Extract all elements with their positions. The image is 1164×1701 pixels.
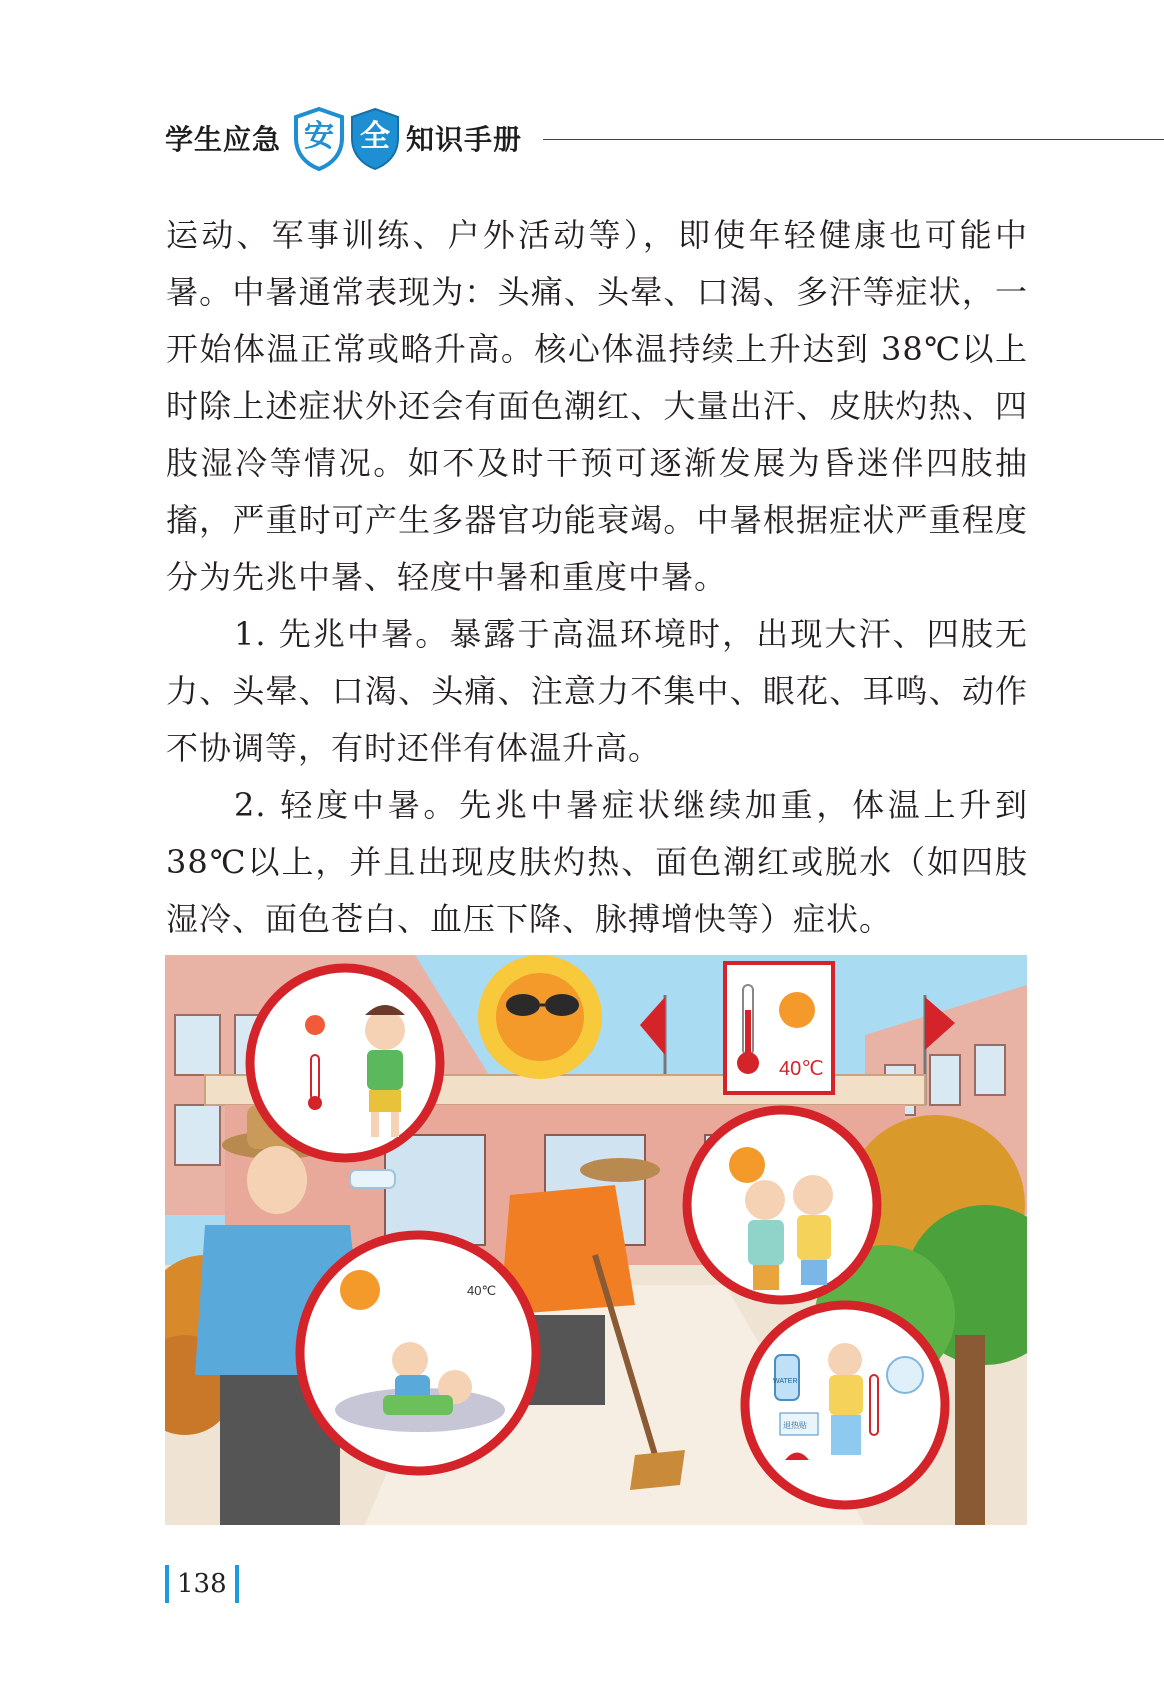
- page-number-text: 138: [177, 1569, 227, 1599]
- body-text: [166, 207, 1028, 948]
- svg-text:WATER: WATER: [773, 1378, 798, 1385]
- shield-logo-2: [348, 106, 402, 172]
- mild-heatstroke-paragraph: 2. 轻度中暑。先兆中暑症状继续加重，体温上升到38℃以上，并且出现皮肤灼热、面色潮红或脱水（如四肢湿冷、面色苍白、血压下降、脉搏增快等）症状。: [166, 786, 1028, 938]
- svg-text:退热贴: 退热贴: [783, 1421, 807, 1430]
- symptom-circle-collapse: [300, 1235, 536, 1471]
- page-header: [0, 0, 1164, 200]
- page-number: [165, 1562, 239, 1606]
- shield-char-2: 全: [360, 119, 390, 154]
- shield-logo-1: [292, 106, 346, 172]
- shield-char-1: 安: [304, 119, 334, 154]
- symptom-circle-dizzy: [687, 1110, 877, 1300]
- heatstroke-illustration: [165, 955, 1027, 1525]
- symptom-circle-headache: [250, 968, 440, 1158]
- prodromal-heatstroke-paragraph: 1. 先兆中暑。暴露于高温环境时，出现大汗、四肢无力、头晕、口渴、头痛、注意力不集中、眼花、耳鸣、动作不协调等，有时还伴有体温升高。: [166, 615, 1028, 767]
- intro-paragraph: 运动、军事训练、户外活动等），即使年轻健康也可能中暑。中暑通常表现为：头痛、头晕、口渴、多汗等症状，一开始体温正常或略升高。核心体温持续上升达到 38℃以上时除上述症状外还会有面色潮红、大量出汗、皮肤灼热、四肢湿冷等情况。如不及时干预可逐渐发展为昏迷伴四肢抽搐，严重时可产生多器官功能衰竭。中暑根据症状严重程度分为先兆中暑、轻度中暑和重度中暑。: [166, 216, 1028, 596]
- thermometer-sign: [725, 963, 833, 1093]
- svg-text:40℃: 40℃: [779, 1058, 824, 1080]
- header-divider: [543, 139, 1164, 140]
- sun-icon: [478, 955, 602, 1079]
- illustration-scene: [165, 955, 1027, 1525]
- symptom-circle-cooling: [745, 1305, 945, 1505]
- page-number-bar-right: [235, 1565, 239, 1603]
- book-title-left: 学生应急: [165, 123, 282, 156]
- book-title-right: 知识手册: [406, 123, 523, 156]
- svg-text:40℃: 40℃: [467, 1283, 497, 1298]
